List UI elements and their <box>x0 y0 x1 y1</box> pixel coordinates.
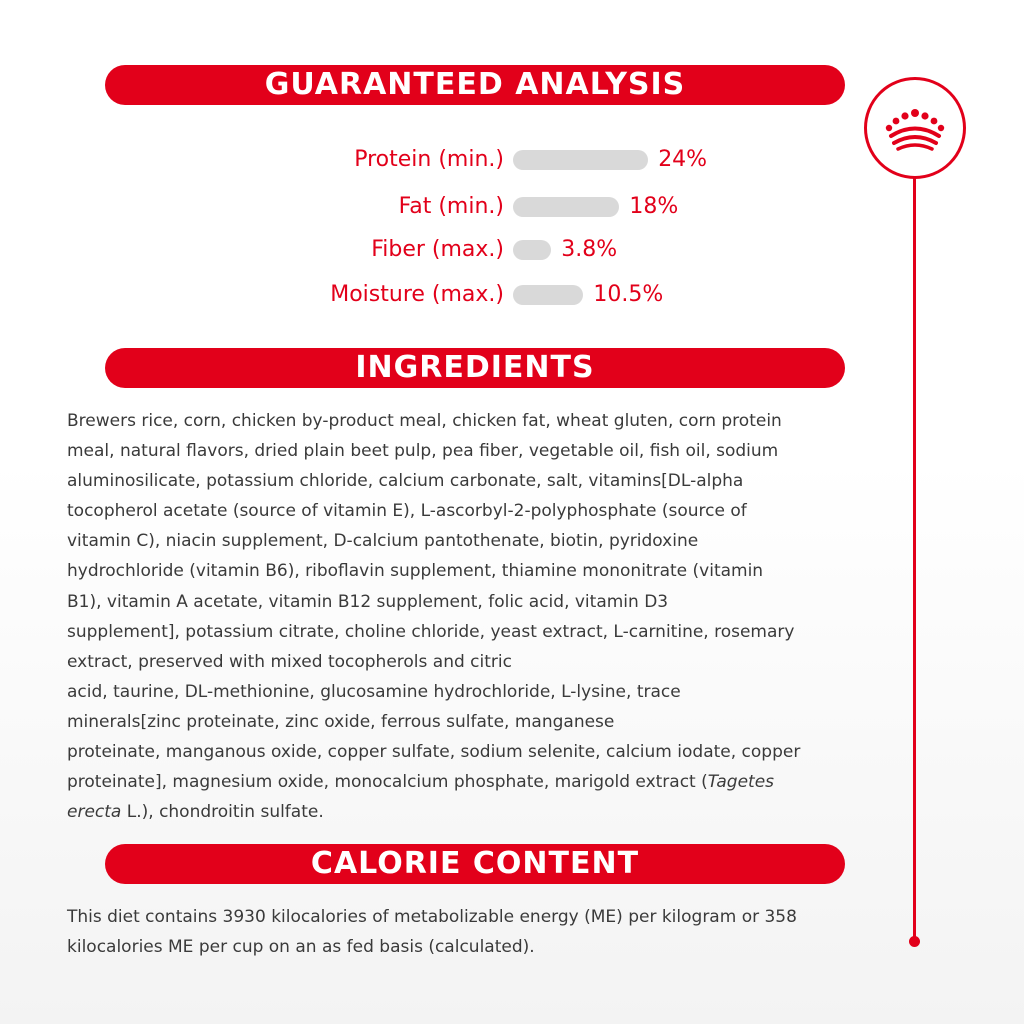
ingredients-line: proteinate, manganous oxide, copper sulfate, sodium selenite, calcium iodate, copper <box>67 742 801 763</box>
ingredients-line: hydrochloride (vitamin B6), riboflavin supplement, thiamine mononitrate (vitamin <box>67 561 764 582</box>
brand-logo <box>864 77 966 179</box>
ingredients-line: supplement], potassium citrate, choline chloride, yeast extract, L-carnitine, rosemary <box>67 621 795 642</box>
analysis-row-fat <box>0 192 1024 222</box>
ingredients-italic-segment: erecta <box>67 802 122 823</box>
ingredients-text-segment: L.), chondroitin sulfate. <box>121 802 324 823</box>
calorie-text <box>67 902 887 962</box>
analysis-bar <box>513 285 583 305</box>
ingredients-text <box>67 406 887 827</box>
analysis-label: Protein (min.) <box>354 147 504 172</box>
analysis-value: 3.8% <box>561 237 618 262</box>
analysis-bar <box>513 150 648 170</box>
ingredients-line <box>67 767 887 797</box>
brand-line-end-dot <box>909 936 920 947</box>
ingredients-line: tocopherol acetate (source of vitamin E), L-ascorbyl-2-polyphosphate (source of <box>67 501 747 522</box>
guaranteed-analysis-banner: GUARANTEED ANALYSIS <box>105 65 845 105</box>
analysis-value: 18% <box>629 194 679 219</box>
ingredients-line: minerals[zinc proteinate, zinc oxide, ferrous sulfate, manganese <box>67 711 615 732</box>
analysis-row-moisture <box>0 280 1024 310</box>
ingredients-text-segment: proteinate], magnesium oxide, monocalcium phosphate, marigold extract ( <box>67 772 708 793</box>
analysis-row-fiber <box>0 235 1024 265</box>
ingredients-line: Brewers rice, corn, chicken by-product meal, chicken fat, wheat gluten, corn protein <box>67 411 782 431</box>
ingredients-line: B1), vitamin A acetate, vitamin B12 supplement, folic acid, vitamin D3 <box>67 591 669 612</box>
ingredients-banner: INGREDIENTS <box>105 348 845 388</box>
analysis-label: Moisture (max.) <box>330 282 504 307</box>
analysis-bar <box>513 240 551 260</box>
ingredients-line: aluminosilicate, potassium chloride, calcium carbonate, salt, vitamins[DL-alpha <box>67 471 744 492</box>
ingredients-italic-segment: Tagetes <box>707 772 775 793</box>
crown-icon <box>867 80 963 176</box>
ingredients-line <box>67 797 887 827</box>
ingredients-line: extract, preserved with mixed tocopherols and citric <box>67 651 512 672</box>
analysis-value: 10.5% <box>593 282 664 307</box>
ingredients-line: acid, taurine, DL-methionine, glucosamine hydrochloride, L-lysine, trace <box>67 681 681 702</box>
analysis-label: Fat (min.) <box>398 194 504 219</box>
ingredients-line: meal, natural flavors, dried plain beet pulp, pea fiber, vegetable oil, fish oil, sodium <box>67 441 779 462</box>
analysis-label: Fiber (max.) <box>371 237 504 262</box>
brand-vertical-line <box>913 178 916 938</box>
calorie-content-banner: CALORIE CONTENT <box>105 844 845 884</box>
calorie-line: This diet contains 3930 kilocalories of metabolizable energy (ME) per kilogram or 358 <box>67 907 797 927</box>
analysis-bar <box>513 197 619 217</box>
ingredients-line: vitamin C), niacin supplement, D-calcium pantothenate, biotin, pyridoxine <box>67 531 699 552</box>
calorie-line: kilocalories ME per cup on an as fed basis (calculated). <box>67 937 535 958</box>
analysis-value: 24% <box>658 147 708 172</box>
